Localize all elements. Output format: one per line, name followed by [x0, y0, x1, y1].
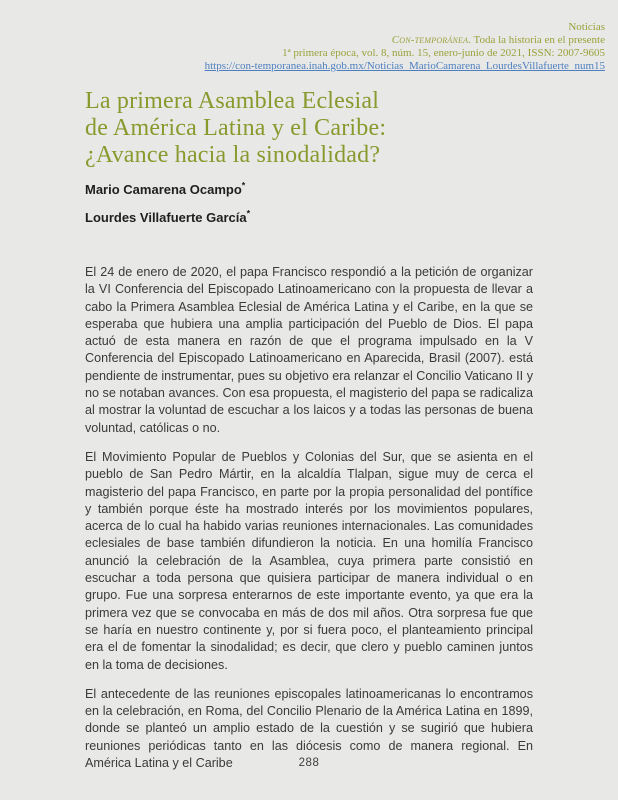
body-paragraph: El Movimiento Popular de Pueblos y Colonias del Sur, que se asienta en el pueblo de San Pedro Mártir, en la alcaldía Tlalpan, sigue muy de cerca el magisterio del papa Francisco, en parte por la propia personalidad del pontífice y también porque éste ha mostrado interés por los movimientos populares, acerca de lo cual ha habido varias reuniones internacionales. Las comunidades eclesiales de base también difundieron la noticia. En una homilía Francisco anunció la celebración de la Asamblea, cuya primera parte consistió en escuchar a toda persona que quisiera participar de manera individual o en grupo. Fue una sorpresa enterarnos de este importante evento, ya que era la primera vez que se convocaba en más de dos mil años. Otra sorpresa fue que se haría en nuestro continente y, por si fuera poco, el planteamiento principal era el de fomentar la sinodalidad; es decir, que clero y pueblo caminen juntos en la toma de decisiones. [85, 449, 533, 672]
article-body [85, 264, 533, 772]
author-footnote-mark: * [246, 208, 251, 219]
masthead-section-label: Noticias [568, 21, 605, 33]
title-line-1: La primera Asamblea Eclesial [85, 88, 380, 114]
journal-name: Con-temporánea [391, 34, 469, 46]
title-line-2: de América Latina y el Caribe: [85, 115, 387, 141]
author-name: Mario Camarena Ocampo* [85, 180, 246, 197]
author-footnote-mark: * [241, 180, 246, 191]
masthead-link-line [205, 60, 605, 73]
masthead-section [205, 21, 605, 34]
journal-tagline: . Toda la historia en el presente [468, 34, 605, 46]
author-list [85, 182, 533, 225]
body-paragraph: El 24 de enero de 2020, el papa Francisco respondió a la petición de organizar la VI Conferencia del Episcopado Latinoamericano con la propuesta de llevar a cabo la Primera Asamblea Eclesial de América Latina y el Caribe, en la que se esperaba que hubiera una amplia participación del Pueblo de Dios. El papa actuó de esta manera en razón de que el programa impulsado en la V Conferencia del Episcopado Latinoamericano en Aparecida, Brasil (2007). está pendiente de instrumentar, pues su objetivo era relanzar el Concilio Vaticano II y no se notaban avances. Con esa propuesta, el magisterio del papa se radicaliza al mostrar la voluntad de escuchar a los laicos y a todas las personas de buena voluntad, católicas o no. [85, 265, 533, 435]
body-paragraph: El antecedente de las reuniones episcopales latinoamericanas lo encontramos en la celebración, en Roma, del Concilio Plenario de la América Latina en 1899, donde se planteó un amplio estado de la cuestión y se sugirió que hubiera reuniones periódicas tanto en las diócesis como de manera regional. En América Latina y el Caribe [85, 686, 533, 771]
page-number: 288 [298, 757, 320, 769]
author-name: Lourdes Villafuerte García* [85, 208, 251, 225]
masthead-edition-line: 1ª primera época, vol. 8, núm. 15, enero-junio de 2021, ISSN: 2007-9605 [282, 47, 605, 59]
article-title [85, 88, 533, 169]
article-content [85, 88, 533, 784]
title-line-3: ¿Avance hacia la sinodalidad? [85, 142, 381, 168]
article-url-link[interactable]: https://con-temporanea.inah.gob.mx/Noticias_MarioCamarena_LourdesVillafuerte_num15 [204, 60, 605, 72]
masthead-journal-line [205, 34, 605, 47]
journal-masthead [205, 21, 605, 73]
